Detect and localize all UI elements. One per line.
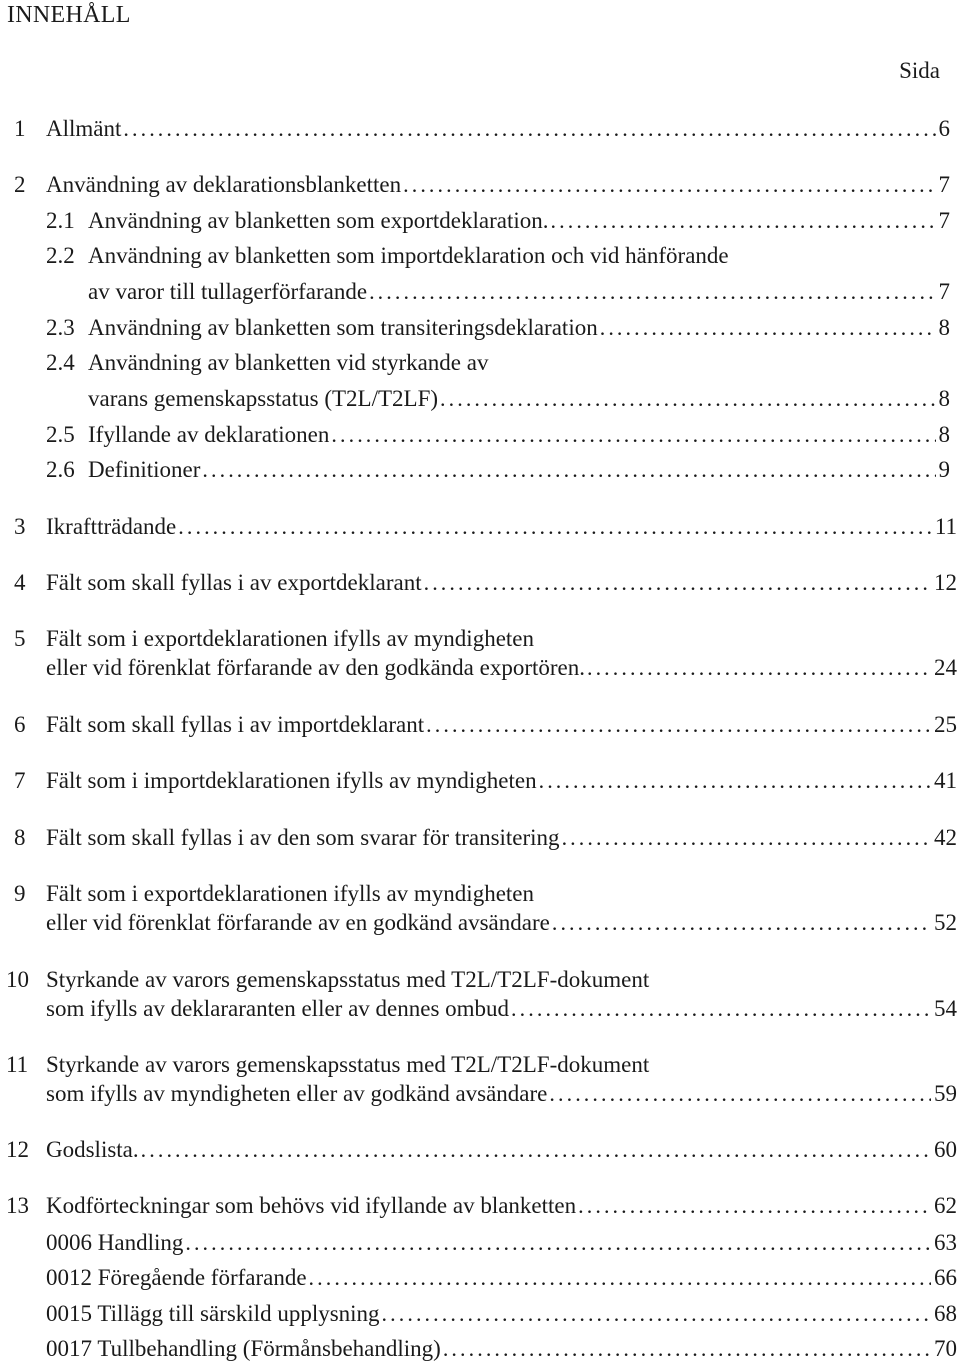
- dot-leader: [202, 455, 935, 485]
- dot-leader: [549, 1079, 931, 1109]
- toc-page: 8: [938, 386, 950, 411]
- toc-entry[interactable]: [88, 420, 950, 450]
- dot-leader: [309, 1263, 931, 1293]
- toc-entry[interactable]: [46, 1334, 957, 1364]
- toc-title: Kodförteckningar som behövs vid ifyllande av blanketten: [46, 1193, 577, 1218]
- toc-title: Ikraftträdande: [46, 514, 177, 539]
- toc-title: 0015 Tillägg till särskild upplysning: [46, 1301, 380, 1326]
- toc-number: 6: [14, 712, 26, 737]
- dot-leader: [578, 1191, 931, 1221]
- toc-title: Allmänt: [46, 116, 122, 141]
- toc-title-line1: Fält som i exportdeklarationen ifylls av myndigheten: [46, 881, 535, 906]
- toc-entry[interactable]: [46, 170, 950, 200]
- toc-title: Definitioner: [88, 457, 201, 482]
- dot-leader: [440, 384, 935, 414]
- toc-page: 25: [934, 712, 957, 737]
- toc-page: 68: [934, 1301, 957, 1326]
- dot-leader: [552, 908, 931, 938]
- toc-entry[interactable]: [46, 1263, 957, 1293]
- toc-entry[interactable]: [46, 1228, 957, 1258]
- dot-leader: [426, 710, 931, 740]
- toc-title: varans gemenskapsstatus (T2L/T2LF): [88, 386, 439, 411]
- toc-title: som ifylls av myndigheten eller av godkänd avsändare: [46, 1081, 548, 1106]
- toc-title: Ifyllande av deklarationen: [88, 422, 330, 447]
- toc-number: 2.1: [46, 208, 75, 233]
- dot-leader: [403, 170, 935, 200]
- toc-entry[interactable]: [46, 1191, 957, 1221]
- toc-page: 52: [934, 910, 957, 935]
- toc-page: 7: [938, 208, 950, 233]
- toc-entry[interactable]: [46, 994, 957, 1024]
- dot-leader: [539, 766, 931, 796]
- toc-page: 70: [934, 1336, 957, 1361]
- toc-entry[interactable]: [46, 908, 957, 938]
- toc-number: 7: [14, 768, 26, 793]
- dot-leader: [562, 823, 931, 853]
- toc-title: Fält som i importdeklarationen ifylls av myndigheten: [46, 768, 537, 793]
- toc-number: 3: [14, 514, 26, 539]
- toc-number: 2.2: [46, 243, 75, 268]
- toc-title: Användning av deklarationsblanketten: [46, 172, 402, 197]
- toc-title: Användning av blanketten som transiteringsdeklaration: [88, 315, 598, 340]
- toc-title: som ifylls av deklararanten eller av dennes ombud: [46, 996, 510, 1021]
- toc-title-line1: Styrkande av varors gemenskapsstatus med T2L/T2LF-dokument: [46, 967, 650, 992]
- dot-leader: [141, 1135, 931, 1165]
- toc-title: Användning av blanketten som exportdeklaration.: [88, 208, 549, 233]
- toc-title-line1: Användning av blanketten vid styrkande av: [88, 350, 489, 375]
- toc-number: 2: [14, 172, 26, 197]
- toc-number: 13: [6, 1193, 29, 1218]
- toc-entry[interactable]: [88, 384, 950, 414]
- toc-page: 11: [934, 514, 957, 539]
- page-column-label: Sida: [899, 58, 940, 83]
- toc-number: 2.5: [46, 422, 75, 447]
- toc-entry[interactable]: [46, 512, 957, 542]
- dot-leader: [587, 653, 931, 683]
- toc-page: 9: [938, 457, 950, 482]
- toc-page: 42: [934, 825, 957, 850]
- toc-title: Fält som skall fyllas i av exportdeklarant: [46, 570, 422, 595]
- toc-heading: INNEHÅLL: [7, 2, 131, 28]
- toc-page: 54: [934, 996, 957, 1021]
- dot-leader: [424, 568, 931, 598]
- toc-entry[interactable]: [88, 206, 950, 236]
- toc-number: 2.3: [46, 315, 75, 340]
- toc-entry[interactable]: [46, 1079, 957, 1109]
- toc-number: 5: [14, 626, 26, 651]
- dot-leader: [443, 1334, 931, 1364]
- toc-entry[interactable]: [46, 1135, 957, 1165]
- toc-entry[interactable]: [46, 1299, 957, 1329]
- toc-page: 41: [934, 768, 957, 793]
- dot-leader: [382, 1299, 931, 1329]
- toc-page: 8: [938, 315, 950, 340]
- toc-entry[interactable]: [46, 710, 957, 740]
- toc-title: eller vid förenklat förfarande av den godkända exportören.: [46, 655, 585, 680]
- dot-leader: [511, 994, 931, 1024]
- toc-entry[interactable]: [46, 766, 957, 796]
- toc-page: 12: [934, 570, 957, 595]
- toc-page: 59: [934, 1081, 957, 1106]
- toc-page: 66: [934, 1265, 957, 1290]
- toc-entry[interactable]: [46, 823, 957, 853]
- toc-number: 9: [14, 881, 26, 906]
- toc-title: av varor till tullagerförfarande: [88, 279, 368, 304]
- toc-entry[interactable]: [88, 313, 950, 343]
- toc-number: 4: [14, 570, 26, 595]
- toc-page: 63: [934, 1230, 957, 1255]
- toc-page: 7: [938, 279, 950, 304]
- toc-entry[interactable]: [46, 114, 950, 144]
- toc-number: 11: [6, 1052, 29, 1077]
- toc-page: 60: [934, 1137, 957, 1162]
- toc-title: Godslista.: [46, 1137, 139, 1162]
- dot-leader: [185, 1228, 931, 1258]
- toc-title-line1: Användning av blanketten som importdeklaration och vid hänförande: [88, 243, 729, 268]
- toc-title: eller vid förenklat förfarande av en godkänd avsändare: [46, 910, 550, 935]
- toc-title-line1: Fält som i exportdeklarationen ifylls av myndigheten: [46, 626, 535, 651]
- toc-entry[interactable]: [88, 455, 950, 485]
- toc-title: 0006 Handling: [46, 1230, 184, 1255]
- toc-number: 1: [14, 116, 26, 141]
- dot-leader: [123, 114, 935, 144]
- toc-page: 24: [934, 655, 957, 680]
- toc-page: 8: [938, 422, 950, 447]
- toc-title: 0017 Tullbehandling (Förmånsbehandling): [46, 1336, 441, 1361]
- toc-title: Fält som skall fyllas i av importdeklarant: [46, 712, 425, 737]
- toc-entry[interactable]: [88, 277, 950, 307]
- toc-number: 8: [14, 825, 26, 850]
- toc-number: 10: [6, 967, 29, 992]
- toc-page: 6: [938, 116, 950, 141]
- toc-title: 0012 Föregående förfarande: [46, 1265, 307, 1290]
- toc-entry[interactable]: [46, 653, 957, 683]
- dot-leader: [178, 512, 932, 542]
- toc-number: 12: [6, 1137, 29, 1162]
- toc-title: Fält som skall fyllas i av den som svarar för transitering: [46, 825, 560, 850]
- toc-number: 2.6: [46, 457, 75, 482]
- dot-leader: [331, 420, 935, 450]
- toc-page: 7: [938, 172, 950, 197]
- toc-entry[interactable]: [46, 568, 957, 598]
- dot-leader: [600, 313, 936, 343]
- dot-leader: [369, 277, 935, 307]
- dot-leader: [551, 206, 936, 236]
- toc-page: 62: [934, 1193, 957, 1218]
- toc-title-line1: Styrkande av varors gemenskapsstatus med T2L/T2LF-dokument: [46, 1052, 650, 1077]
- toc-number: 2.4: [46, 350, 75, 375]
